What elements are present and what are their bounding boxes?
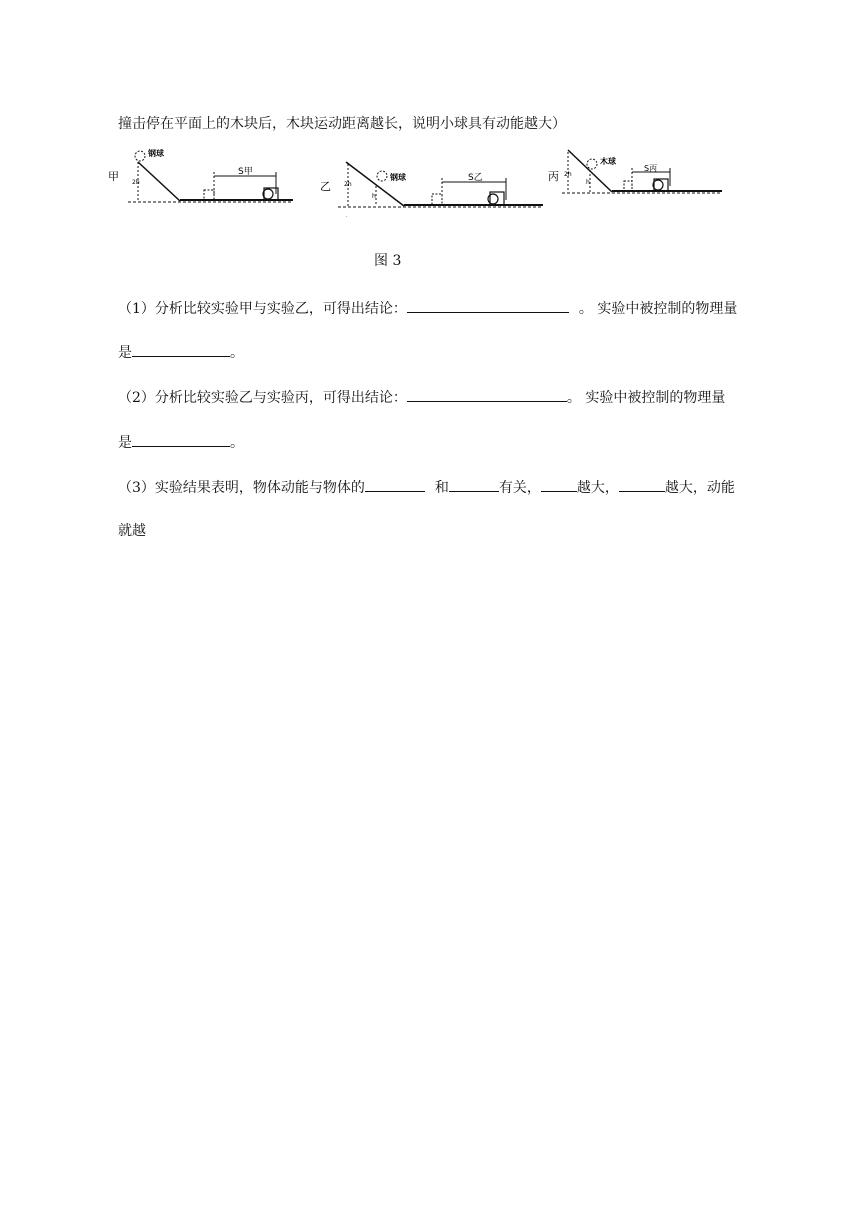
- question-2-end: 。: [230, 435, 244, 451]
- question-2-mid: 。 实验中被控制的物理量: [566, 390, 726, 406]
- wood-ball: [587, 159, 597, 169]
- ball-label: 木球: [600, 157, 616, 166]
- steel-ball: [377, 171, 387, 181]
- question-3-line-2: 就越: [118, 523, 146, 539]
- figure-yi-diagram: [318, 150, 548, 220]
- figure-bing-diagram: [546, 146, 726, 216]
- height-label: 2h: [344, 181, 352, 188]
- distance-label: S乙: [468, 173, 483, 183]
- question-2-conclusion-blank[interactable]: [407, 386, 567, 402]
- height-label: 2h: [564, 171, 572, 178]
- question-3-part3: 有关，: [498, 480, 541, 496]
- question-1-line-2: [118, 341, 244, 363]
- figure-bing-label: 丙: [548, 170, 559, 183]
- question-1-mid: 。 实验中被控制的物理量: [578, 301, 738, 317]
- question-3-line-1: [118, 476, 735, 498]
- question-3-blank-3[interactable]: [541, 476, 577, 492]
- question-2-controlled-blank[interactable]: [132, 431, 230, 447]
- question-2-line-1: [118, 386, 725, 408]
- question-3-blank-2[interactable]: [449, 476, 499, 492]
- question-1-end: 。: [230, 345, 244, 361]
- ball-label: 钢球: [390, 173, 406, 182]
- question-3-part1: （3）实验结果表明，物体动能与物体的: [118, 480, 365, 496]
- question-1-conclusion-blank[interactable]: [407, 297, 569, 313]
- tick-mark: ·: [346, 214, 348, 220]
- question-1-prefix: （1）分析比较实验甲与实验乙，可得出结论：: [118, 301, 407, 317]
- question-1-line2-prefix: 是: [118, 345, 132, 361]
- h-label: h: [586, 179, 590, 186]
- question-2-prefix: （2）分析比较实验乙与实验丙，可得出结论：: [118, 390, 407, 406]
- height-label: 2h: [132, 179, 140, 186]
- h-label: h: [372, 193, 376, 200]
- figure-yi-label: 乙: [320, 180, 331, 193]
- question-1-line-1: [118, 297, 737, 319]
- figure-jia-label: 甲: [108, 170, 119, 183]
- intro-text: 撞击停在平面上的木块后，木块运动距离越长，说明小球具有动能越大）: [118, 116, 566, 132]
- figure-jia-diagram: [108, 144, 298, 214]
- distance-label: S甲: [238, 167, 253, 177]
- question-3-part5: 越大，动能: [664, 480, 735, 496]
- figure-jia: [108, 144, 298, 214]
- block-start: [432, 194, 442, 205]
- figure-yi: [318, 150, 548, 220]
- block-start: [204, 190, 214, 200]
- distance-label: S丙: [644, 164, 658, 173]
- block-start: [624, 181, 632, 191]
- question-2-line2-prefix: 是: [118, 435, 132, 451]
- steel-ball: [135, 151, 145, 161]
- question-3-blank-4[interactable]: [619, 476, 665, 492]
- figure-bing: [546, 146, 726, 216]
- ball-label: 钢球: [148, 149, 164, 158]
- question-3-blank-1[interactable]: [365, 476, 425, 492]
- ramp-line: [138, 162, 180, 201]
- question-2-line-2: [118, 431, 244, 453]
- question-3-part4: 越大，: [576, 480, 619, 496]
- question-1-controlled-blank[interactable]: [132, 341, 230, 357]
- question-3-part2: 和: [434, 480, 449, 496]
- figure-caption: 图 3: [374, 253, 402, 269]
